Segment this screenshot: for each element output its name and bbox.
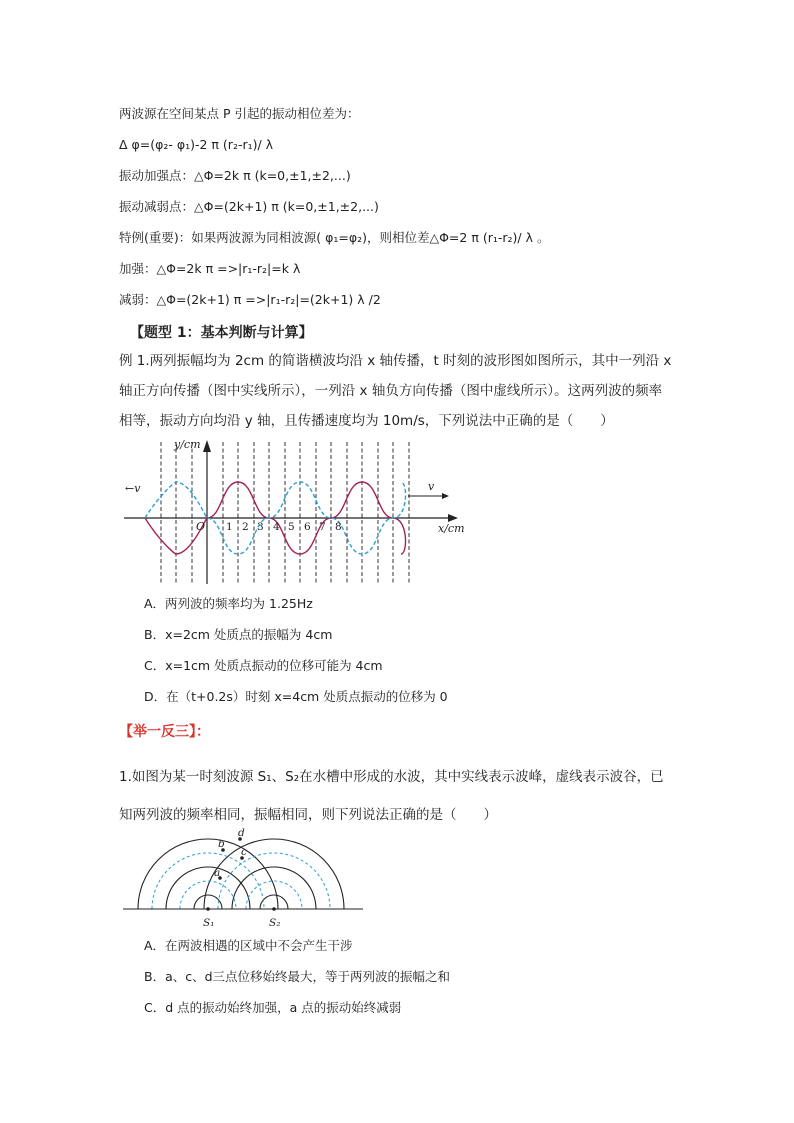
question-line-1: 1.如图为某一时刻波源 S₁、S₂在水槽中形成的水波，其中实线表示波峰，虚线表示波谷，已: [119, 769, 664, 785]
label-d: d: [238, 827, 245, 839]
origin-label: O: [196, 520, 206, 533]
label-b: b: [218, 838, 225, 850]
tick-label: 4: [273, 521, 280, 533]
interference-figure: [118, 826, 368, 930]
question-line-2: 轴正方向传播（图中实线所示），一列沿 x 轴负方向传播（图中虚线所示）。这两列波的频率: [119, 383, 663, 399]
option-d-ex1: D．在（t+0.2s）时刻 x=4cm 处质点振动的位移为 0: [144, 689, 448, 704]
question-line-2: 知两列波的频率相同，振幅相同，则下列说法正确的是（ ）: [119, 807, 497, 823]
intro-line-5: 特例(重要)：如果两波源为同相波源( φ₁=φ₂)，则相位差△Φ=2 π (r₁-r₂)/ λ 。: [119, 230, 550, 245]
label-c: c: [241, 846, 247, 858]
intro-line-3: 振动加强点：△Φ=2k π (k=0,±1,±2,...): [119, 168, 351, 183]
label-s1: S₁: [203, 917, 215, 929]
tick-label: 1: [226, 521, 233, 533]
source-s2: [272, 907, 276, 911]
source-s1: [206, 907, 210, 911]
section-2-heading: 【举一反三】：: [119, 724, 210, 740]
intro-line-6: 加强：△Φ=2k π =>|r₁-r₂|=k λ: [119, 261, 301, 276]
option-b-ex1: B．x=2cm 处质点的振幅为 4cm: [144, 627, 333, 642]
label-a: a: [214, 867, 221, 879]
example-1-question: [119, 346, 679, 436]
tick-label: 8: [335, 521, 342, 533]
practice-1-question: [119, 758, 679, 834]
option-a-practice: A．在两波相遇的区域中不会产生干涉: [144, 938, 353, 953]
option-b-practice: B．a、c、d三点位移始终最大，等于两列波的振幅之和: [144, 969, 451, 984]
x-axis-label: x/cm: [438, 522, 465, 535]
tick-label: 2: [242, 521, 249, 533]
option-a-ex1: A．两列波的频率均为 1.25Hz: [144, 596, 313, 611]
wave-figure: [112, 434, 472, 590]
tick-label: 5: [288, 521, 295, 533]
right-velocity-label: v: [428, 480, 435, 493]
x-axis-arrow: [448, 514, 458, 522]
label-s2: S₂: [269, 917, 281, 929]
intro-line-4: 振动减弱点：△Φ=(2k+1) π (k=0,±1,±2,...): [119, 199, 379, 214]
intro-line-2: Δ φ=(φ₂- φ₁)-2 π (r₂-r₁)/ λ: [119, 137, 274, 152]
option-c-ex1: C．x=1cm 处质点振动的位移可能为 4cm: [144, 658, 383, 673]
tick-label: 6: [304, 521, 311, 533]
tick-label: 7: [319, 521, 326, 533]
tick-label: 3: [257, 521, 264, 533]
section-1-heading: 【题型 1：基本判断与计算】: [130, 325, 313, 341]
question-line-3: 相等，振动方向均沿 y 轴，且传播速度均为 10m/s，下列说法中正确的是（ ）: [119, 413, 614, 429]
intro-line-7: 减弱：△Φ=(2k+1) π =>|r₁-r₂|=(2k+1) λ /2: [119, 292, 381, 307]
y-axis-label: y/cm: [174, 438, 201, 451]
right-velocity-arrowhead: [442, 493, 449, 499]
question-line-1: 例 1.两列振幅均为 2cm 的简谐横波均沿 x 轴传播，t 时刻的波形图如图所示，其中一列沿 x: [119, 353, 672, 369]
y-axis-arrow: [203, 440, 211, 452]
left-velocity-label: ←v: [125, 482, 141, 495]
intro-line-1: 两波源在空间某点 P 引起的振动相位差为：: [119, 106, 360, 121]
option-c-practice: C．d 点的振动始终加强，a 点的振动始终减弱: [144, 1000, 402, 1015]
